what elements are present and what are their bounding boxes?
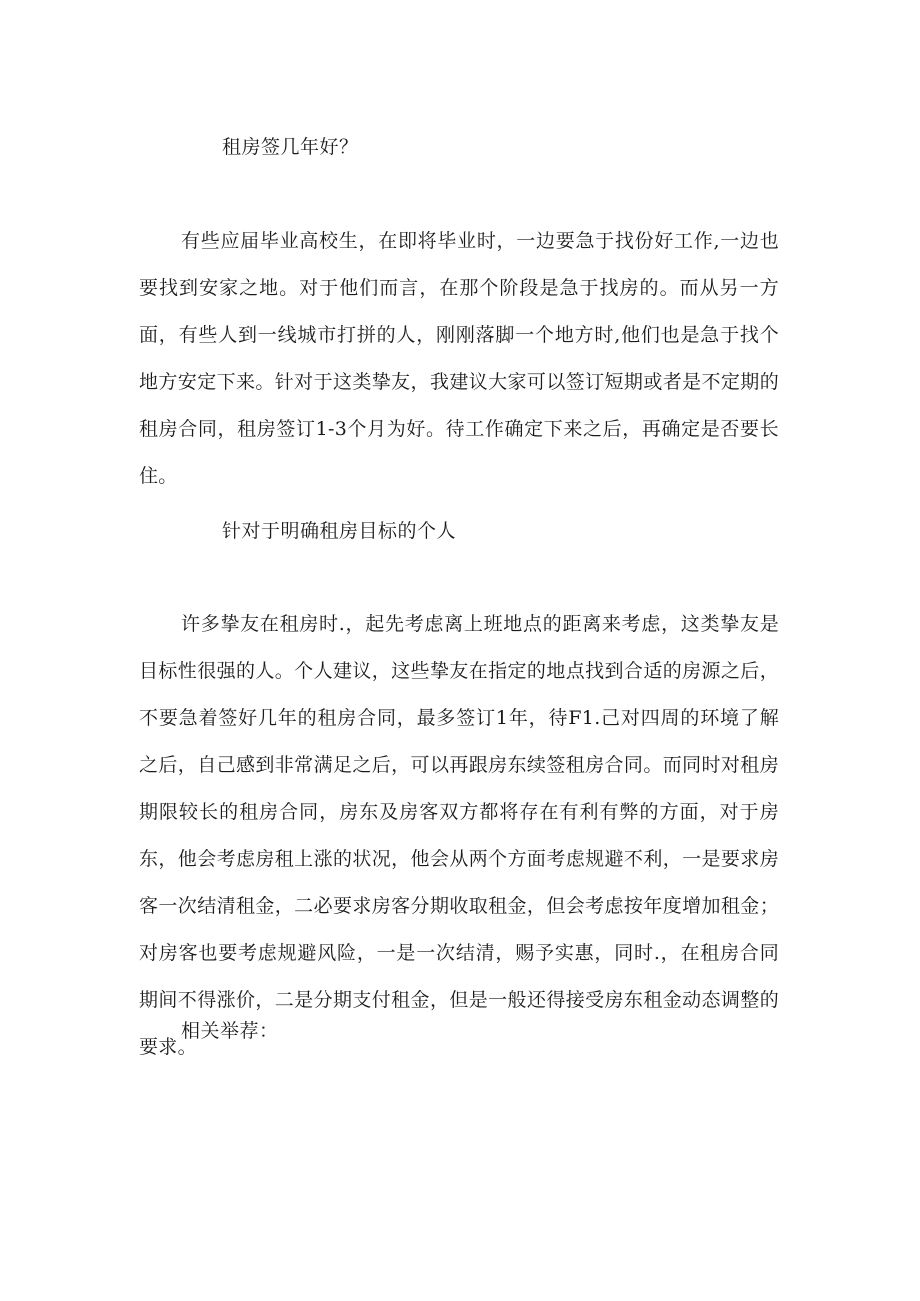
paragraph-graduates: 有些应届毕业高校生，在即将毕业时，一边要急于找份好工作,一边也要找到安家之地。对于他们而言，在那个阶段是急于找房的。而从另一方面，有些人到一线城市打拼的人，刚刚落脚一个地方时,他们也是急于找个地方安定下来。针对于这类挚友，我建议大家可以签订短期或者是不定期的租房合同，租房签订1-3个月为好。待工作确定下来之后，再确定是否要长住。 <box>139 230 779 487</box>
paragraph-clear-target: 许多挚友在租房时.，起先考虑离上班地点的距离来考虑，这类挚友是目标性很强的人。个人建议，这些挚友在指定的地点找到合适的房源之后，不要急着签好几年的租房合同，最多签订1年，待F1.己对四周的环境了解之后，自己感到非常满足之后，可以再跟房东续签租房合同。而同时对租房期限较长的租房合同，房东及房客双方都将存在有利有弊的方面，对于房东，他会考虑房租上涨的状况，他会从两个方面考虑规避不利，一是要求房客一次结清租金，二必要求房客分期收取租金，但会考虑按年度增加租金；对房客也要考虑规避风险，一是一次结清，赐予实惠，同时.，在租房合同期间不得涨价，二是分期支付租金，但是一般还得接受房东租金动态调整的要求。 <box>139 613 779 1058</box>
heading-rent-term: 租房签几年好？ <box>222 136 359 158</box>
heading-related-recommendations: 相关举荐： <box>181 1020 279 1042</box>
heading-clear-target: 针对于明确租房目标的个人 <box>222 520 457 542</box>
